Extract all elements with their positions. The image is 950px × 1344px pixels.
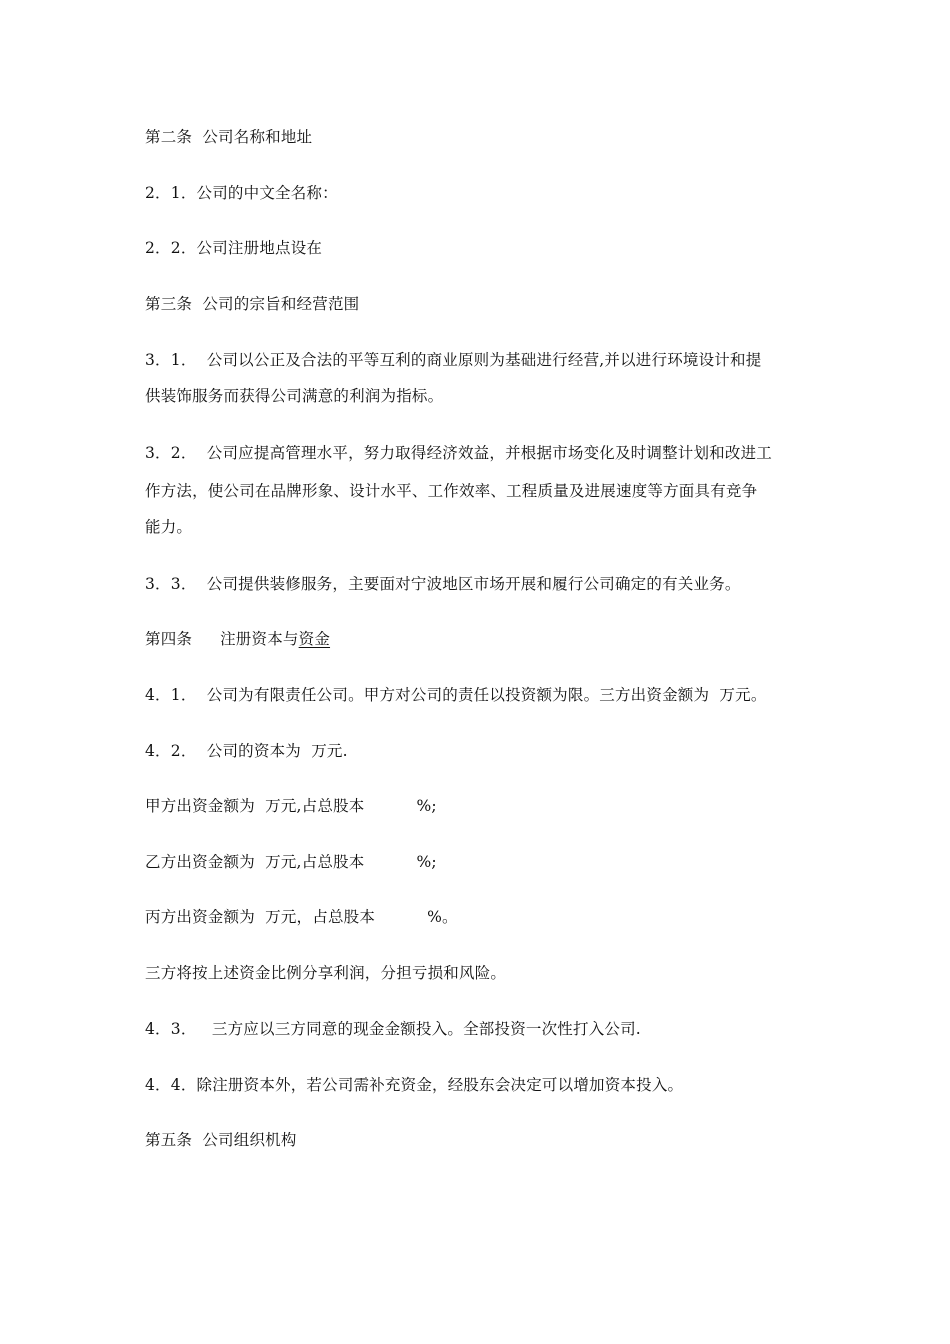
party-c-amount-text: 丙方出资金额为 万元，占总股本 xyxy=(145,908,376,926)
party-b-percent: %; xyxy=(416,853,437,871)
party-c-percent: %。 xyxy=(427,908,458,926)
party-c-contribution xyxy=(145,907,458,927)
clause-3-2-line-2: 作方法，使公司在品牌形象、设计水平、工作效率、工程质量及进展速度等方面具有竞争 xyxy=(145,482,758,500)
party-a-amount-text: 甲方出资金额为 万元,占总股本 xyxy=(145,797,365,815)
clause-3-2-line-1: 3．2． 公司应提高管理水平，努力取得经济效益，并根据市场变化及时调整计划和改进工 xyxy=(145,444,772,462)
party-b-contribution xyxy=(145,852,437,872)
clause-4-4: 4．4．除注册资本外，若公司需补充资金，经股东会决定可以增加资本投入。 xyxy=(145,1076,684,1094)
clause-2-2: 2．2．公司注册地点设在 xyxy=(145,239,323,257)
profit-share-clause: 三方将按上述资金比例分享利润，分担亏损和风险。 xyxy=(145,964,507,982)
clause-4-3: 4．3． 三方应以三方同意的现金金额投入。全部投资一次性打入公司. xyxy=(145,1020,641,1038)
article-4-heading xyxy=(145,629,330,649)
clause-2-1: 2．1．公司的中文全名称： xyxy=(145,184,338,202)
article-2-heading: 第二条 公司名称和地址 xyxy=(145,128,313,146)
party-b-amount-text: 乙方出资金额为 万元,占总股本 xyxy=(145,853,365,871)
party-a-percent: %; xyxy=(416,797,437,815)
article-5-heading: 第五条 公司组织机构 xyxy=(145,1131,297,1149)
article-4-title-underlined: 资金 xyxy=(298,630,331,648)
party-a-contribution xyxy=(145,796,437,816)
article-4-title: 注册资本与 xyxy=(220,630,299,648)
article-4-number: 第四条 xyxy=(145,630,193,648)
article-3-heading: 第三条 公司的宗旨和经营范围 xyxy=(145,295,360,313)
clause-4-1: 4．1． 公司为有限责任公司。甲方对公司的责任以投资额为限。三方出资金额为 万元。 xyxy=(145,686,767,704)
clause-3-3: 3．3． 公司提供装修服务，主要面对宁波地区市场开展和履行公司确定的有关业务。 xyxy=(145,575,741,593)
clause-3-1-line-2: 供装饰服务而获得公司满意的利润为指标。 xyxy=(145,387,444,405)
clause-3-1-line-1: 3．1． 公司以公正及合法的平等互利的商业原则为基础进行经营,并以进行环境设计和提 xyxy=(145,351,762,369)
clause-4-2: 4．2． 公司的资本为 万元. xyxy=(145,742,348,760)
clause-3-2-line-3: 能力。 xyxy=(145,518,193,536)
